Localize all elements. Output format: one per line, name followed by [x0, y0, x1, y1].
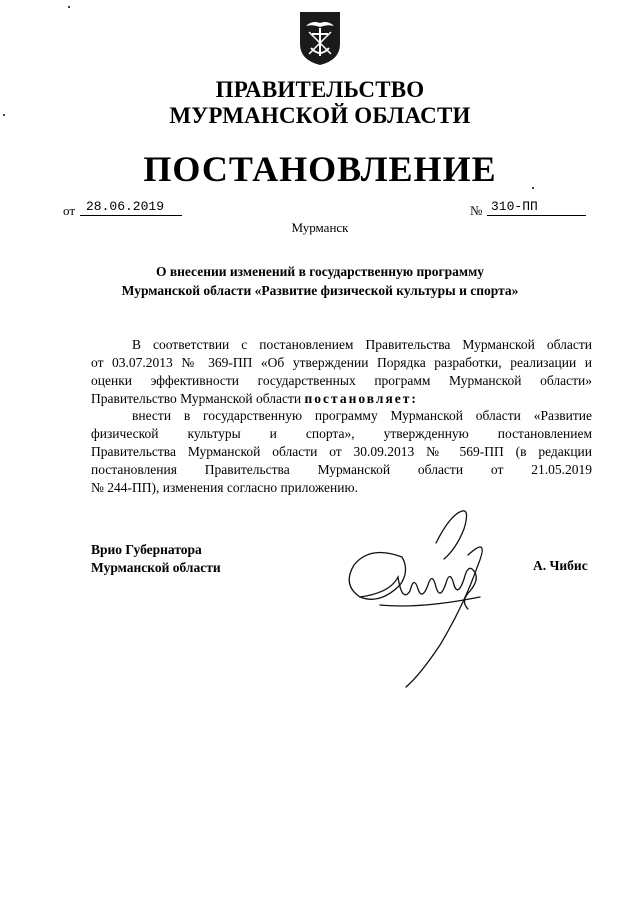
- city-name: Мурманск: [291, 220, 349, 235]
- number-value: 310-ПП: [487, 198, 586, 216]
- signer-name: А. Чибис: [533, 558, 588, 573]
- body-line: Правительства Мурманской области от 30.09.2013 № 569-ПП (в редакции: [91, 444, 592, 459]
- body-line: от 03.07.2013 № 369-ПП «Об утверждении Порядка разработки, реализации и: [91, 355, 592, 370]
- scan-speck: [3, 114, 5, 116]
- date-label: от: [63, 203, 76, 218]
- date-value: 28.06.2019: [80, 198, 182, 216]
- coat-of-arms-icon: [298, 10, 342, 66]
- subject-line1: О внесении изменений в государственную программу: [155, 264, 485, 279]
- decree-word: постановляет:: [304, 391, 418, 406]
- body-line: оценки эффективности государственных программ Мурманской области»: [91, 373, 592, 388]
- body-line: № 244-ПП), изменения согласно приложению.: [91, 480, 358, 495]
- body-line: постановления Правительства Мурманской области от 21.05.2019: [91, 462, 592, 477]
- body-line-decree: [91, 390, 592, 409]
- government-title-line1: ПРАВИТЕЛЬСТВО: [215, 77, 425, 102]
- body-line: внести в государственную программу Мурманской области «Развитие: [132, 408, 592, 423]
- scan-speck: [532, 187, 534, 189]
- government-title-line2: МУРМАНСКОЙ ОБЛАСТИ: [169, 103, 471, 128]
- number-label: №: [470, 203, 483, 218]
- signer-position-line1: Врио Губернатора: [91, 542, 202, 557]
- document-type-title: ПОСТАНОВЛЕНИЕ: [143, 149, 497, 189]
- signer-position-line2: Мурманской области: [91, 560, 221, 575]
- handwritten-signature-icon: [340, 505, 520, 690]
- body-line: В соответствии с постановлением Правительства Мурманской области: [132, 337, 592, 352]
- subject-line2: Мурманской области «Развитие физической культуры и спорта»: [121, 283, 519, 298]
- scan-speck: [68, 6, 70, 8]
- body-text: Правительство Мурманской области: [91, 391, 305, 406]
- body-line: физической культуры и спорта», утвержденную постановлением: [91, 426, 592, 441]
